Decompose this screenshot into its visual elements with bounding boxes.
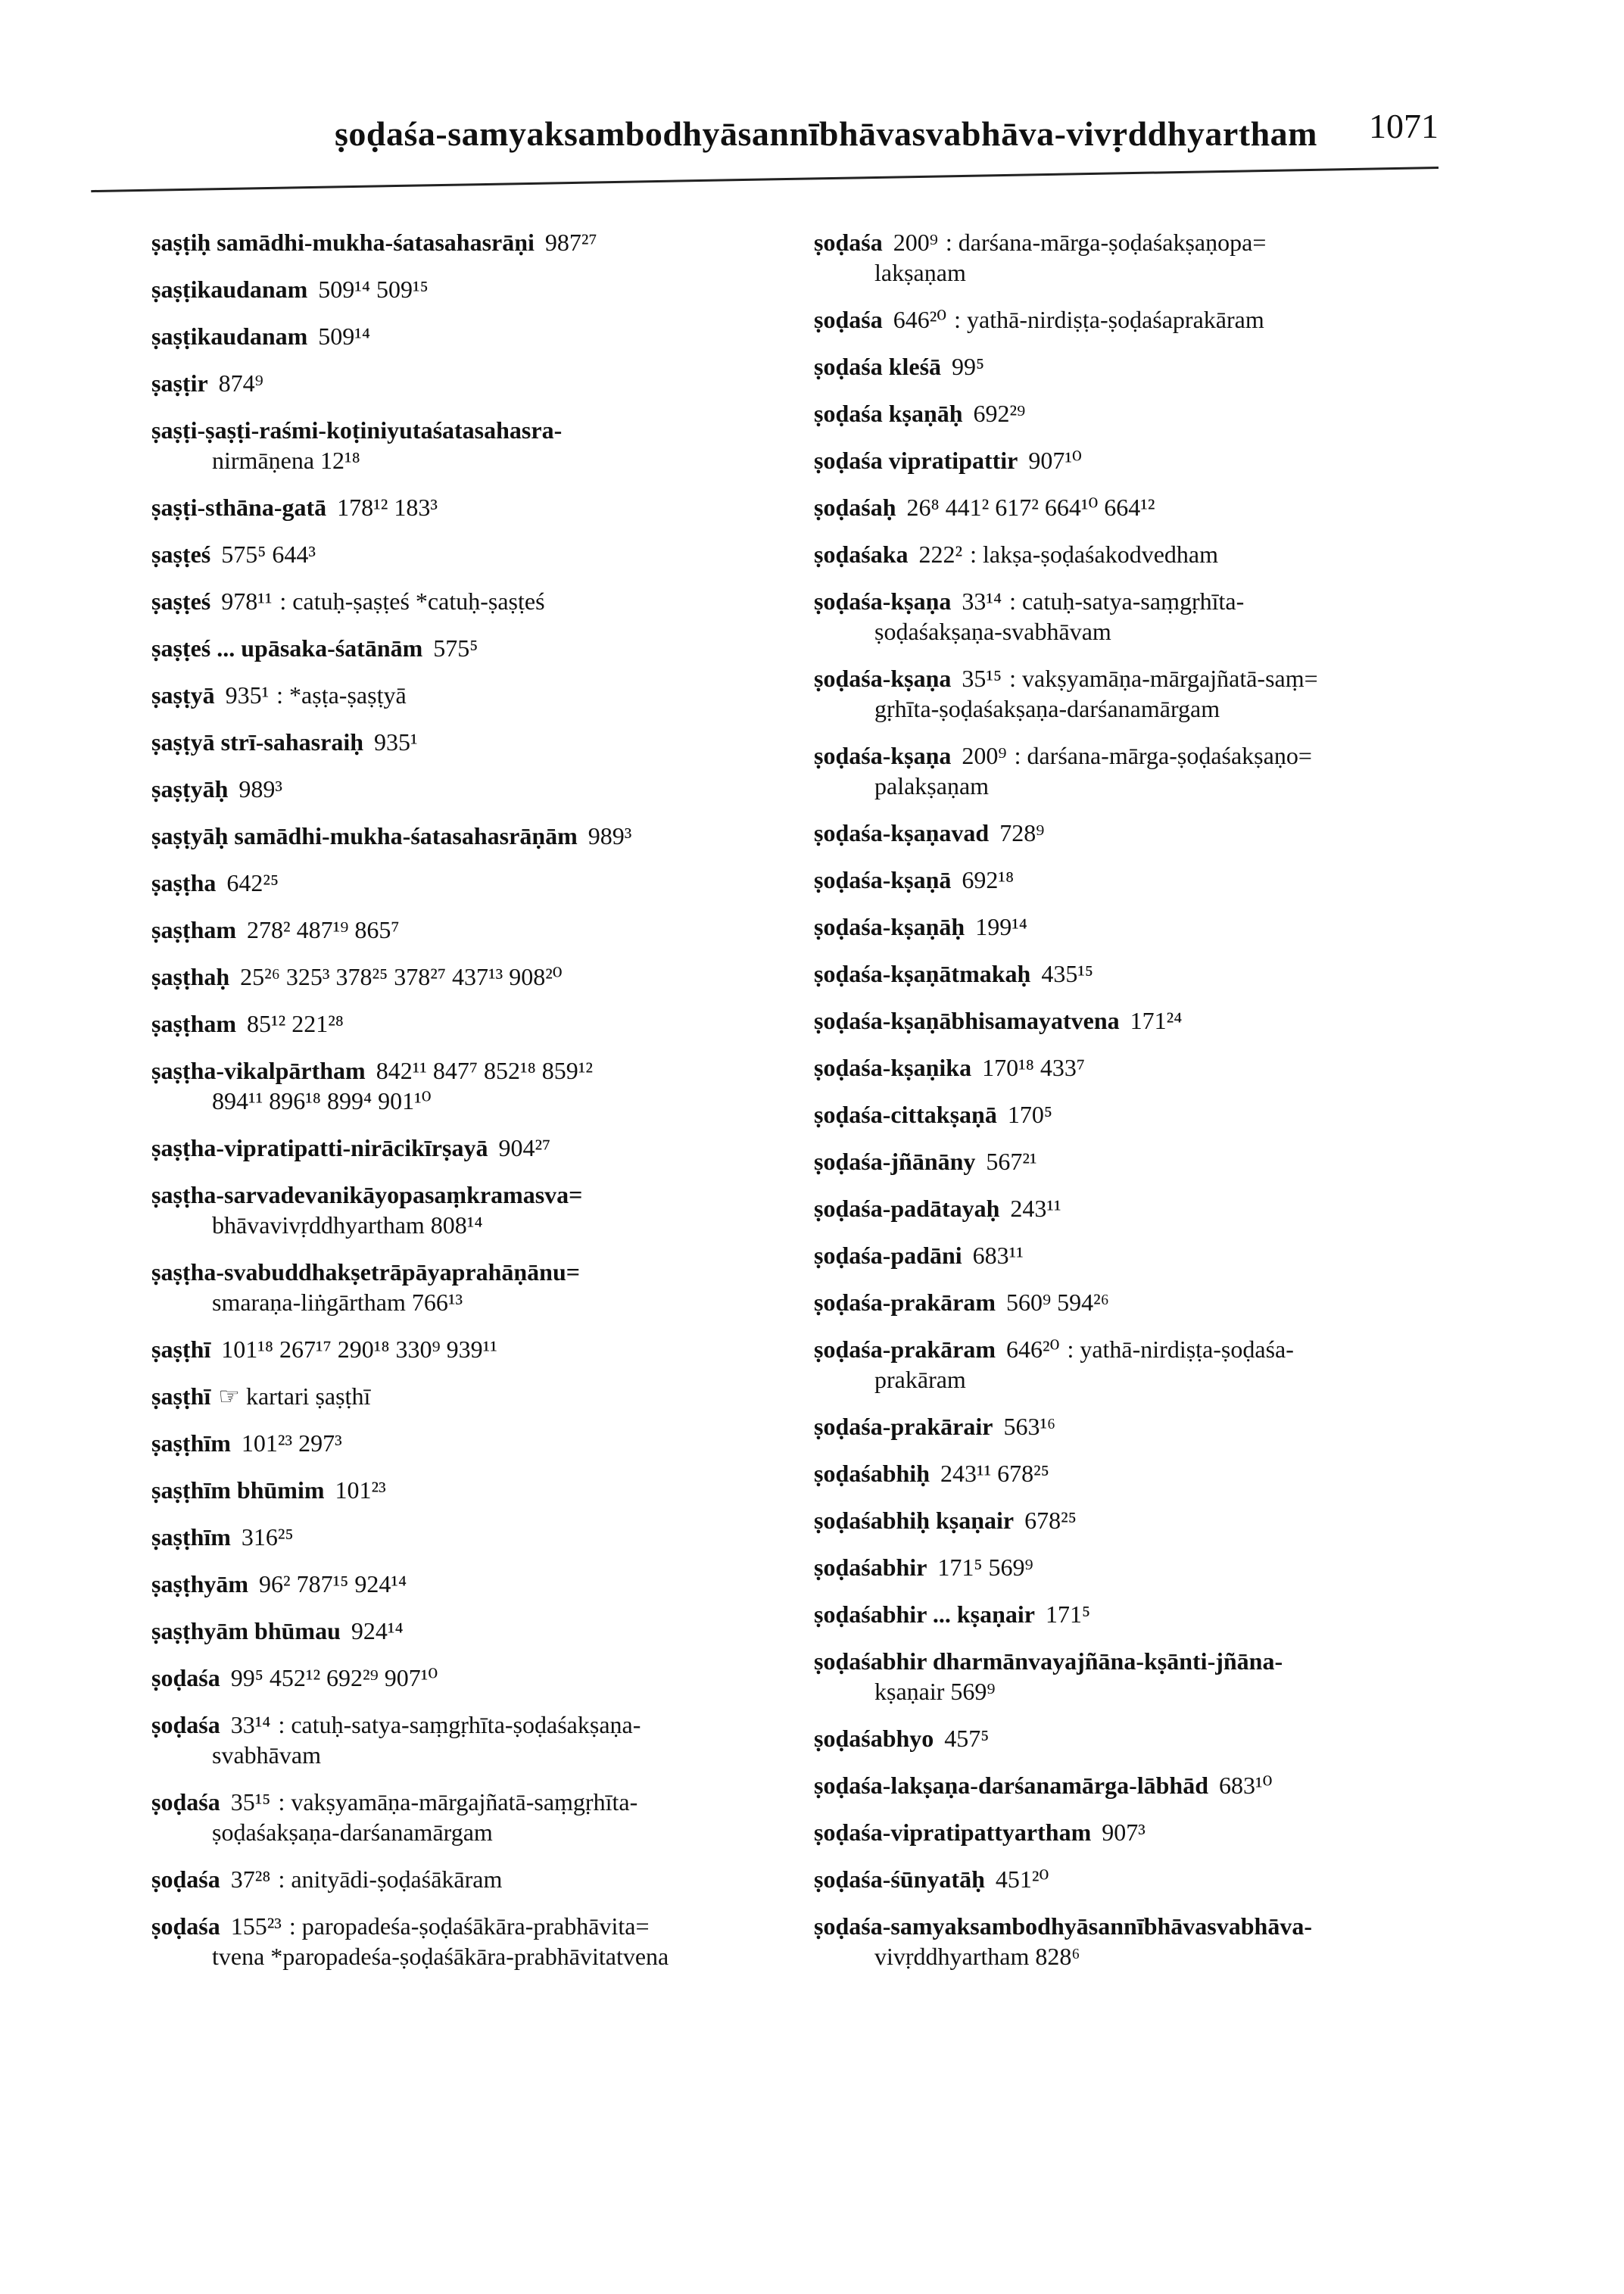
index-entry xyxy=(814,1599,1495,1629)
entry-note: : paropadeśa-ṣoḍaśākāra-prabhāvita= xyxy=(288,1912,650,1940)
entry-term: ṣaṣṭi-ṣaṣṭi-raśmi-koṭiniyutaśatasahasra- xyxy=(151,416,563,444)
index-entry xyxy=(151,539,833,569)
index-entry xyxy=(151,1334,833,1364)
index-entry xyxy=(151,1055,833,1116)
index-entry xyxy=(151,1257,833,1317)
entry-locations: 509¹⁴ xyxy=(318,323,371,350)
entry-locations: 200⁹ xyxy=(962,742,1007,769)
index-entry xyxy=(814,492,1495,522)
index-entry xyxy=(151,1787,833,1847)
entry-term: ṣoḍaśa-jñānāny xyxy=(814,1148,976,1175)
entry-note: : darśana-mārga-ṣoḍaśakṣaṇopa= xyxy=(945,229,1267,256)
entry-locations: 99⁵ 452¹² 692²⁹ 907¹⁰ xyxy=(230,1664,438,1691)
index-entry xyxy=(151,915,833,945)
entry-term: ṣoḍaśabhiḥ kṣaṇair xyxy=(814,1507,1015,1534)
index-entry xyxy=(814,1817,1495,1847)
index-entry xyxy=(151,962,833,992)
entry-term: ṣoḍaśa kṣaṇāḥ xyxy=(814,400,963,427)
entry-term: ṣaṣṭham xyxy=(151,1010,237,1037)
index-entry xyxy=(814,1287,1495,1317)
index-entry xyxy=(151,680,833,710)
index-entry xyxy=(151,1133,833,1163)
entry-term: ṣoḍaśa-kṣaṇavad xyxy=(814,819,990,846)
index-entry xyxy=(151,1710,833,1770)
running-title: ṣoḍaśa-samyaksambodhyāsannībhāvasvabhāva-vivṛddhyartham xyxy=(335,114,1317,153)
entry-locations: 155²³ xyxy=(230,1912,282,1940)
entry-note: ☞ kartari ṣaṣṭhī xyxy=(218,1382,371,1410)
entry-term: ṣaṣṭyā xyxy=(151,681,215,709)
index-entry xyxy=(814,1911,1495,1971)
entry-term: ṣoḍaśa-kṣaṇa xyxy=(814,665,952,692)
entry-locations: 171⁵ 569⁹ xyxy=(937,1554,1033,1581)
entry-term: ṣoḍaśa-kṣaṇā xyxy=(814,866,952,893)
entry-term: ṣoḍaśa xyxy=(151,1912,220,1940)
entry-continuation: smaraṇa-liṅgārtham 766¹³ xyxy=(212,1289,463,1316)
entry-locations: 457⁵ xyxy=(944,1725,990,1752)
entry-continuation: prakāram xyxy=(874,1366,966,1393)
page-header xyxy=(91,98,1439,197)
entry-term: ṣoḍaśa-vipratipattyartham xyxy=(814,1819,1092,1846)
entry-locations: 728⁹ xyxy=(999,819,1045,846)
entry-locations: 170⁵ xyxy=(1007,1101,1052,1128)
entry-term: ṣaṣṭha-vipratipatti-nirācikīrṣayā xyxy=(151,1134,488,1161)
entry-locations: 171²⁴ xyxy=(1130,1007,1183,1034)
entry-term: ṣaṣṭha xyxy=(151,869,217,896)
entry-locations: 989³ xyxy=(588,822,632,849)
index-entry xyxy=(814,865,1495,895)
entry-term: ṣoḍaśa xyxy=(151,1788,220,1816)
entry-locations: 178¹² 183³ xyxy=(337,494,438,521)
index-entry xyxy=(814,1240,1495,1270)
index-entry xyxy=(814,304,1495,335)
index-entry xyxy=(814,1193,1495,1223)
entry-term: ṣoḍaśa-kṣaṇa xyxy=(814,588,952,615)
index-entry xyxy=(151,1428,833,1458)
index-column-left xyxy=(151,227,833,1988)
index-entry xyxy=(151,1180,833,1240)
index-entry xyxy=(814,818,1495,848)
entry-note: : yathā-nirdiṣṭa-ṣoḍaśaprakāram xyxy=(954,306,1264,333)
index-entry xyxy=(814,1552,1495,1582)
entry-term: ṣoḍaśabhir dharmānvayajñāna-kṣānti-jñāna- xyxy=(814,1647,1283,1675)
entry-term: ṣoḍaśa-kṣaṇika xyxy=(814,1054,972,1081)
index-entry xyxy=(814,740,1495,801)
index-entry xyxy=(151,1522,833,1552)
entry-term: ṣoḍaśabhir ... kṣaṇair xyxy=(814,1601,1035,1628)
entry-locations: 316²⁵ xyxy=(241,1523,294,1551)
entry-note: : yathā-nirdiṣṭa-ṣoḍaśa- xyxy=(1067,1336,1294,1363)
index-entry xyxy=(814,663,1495,724)
entry-locations: 243¹¹ 678²⁵ xyxy=(940,1460,1049,1487)
index-entry xyxy=(151,821,833,851)
index-entry xyxy=(814,539,1495,569)
entry-locations: 170¹⁸ 433⁷ xyxy=(982,1054,1085,1081)
entry-term: ṣoḍaśa-lakṣaṇa-darśanamārga-lābhād xyxy=(814,1772,1208,1799)
entry-continuation: svabhāvam xyxy=(212,1741,321,1769)
entry-term: ṣoḍaśa-kṣaṇa xyxy=(814,742,952,769)
entry-term: ṣaṣṭeś ... upāsaka-śatānām xyxy=(151,634,423,662)
index-entry xyxy=(814,958,1495,989)
index-entry xyxy=(151,868,833,898)
entry-locations: 35¹⁵ xyxy=(230,1788,271,1816)
entry-locations: 101²³ xyxy=(335,1476,386,1504)
entry-locations: 646²⁰ xyxy=(893,306,947,333)
entry-locations: 101¹⁸ 267¹⁷ 290¹⁸ 330⁹ 939¹¹ xyxy=(221,1336,497,1363)
entry-locations: 37²⁸ xyxy=(230,1865,271,1893)
entry-term: ṣaṣṭyā strī-sahasraiḥ xyxy=(151,728,364,756)
entry-term: ṣoḍaśa-samyaksambodhyāsannībhāvasvabhāva- xyxy=(814,1912,1312,1940)
entry-note: : catuḥ-satya-saṃgṛhīta- xyxy=(1009,588,1245,615)
entry-locations: 171⁵ xyxy=(1045,1601,1091,1628)
entry-term: ṣaṣṭi-sthāna-gatā xyxy=(151,494,327,521)
entry-term: ṣoḍaśa-cittakṣaṇā xyxy=(814,1101,997,1128)
entry-term: ṣaṣṭeś xyxy=(151,541,211,568)
entry-locations: 907¹⁰ xyxy=(1028,447,1082,474)
index-column-right xyxy=(814,227,1495,1988)
index-entry xyxy=(151,1911,833,1971)
index-entry xyxy=(814,912,1495,942)
entry-locations: 692¹⁸ xyxy=(962,866,1015,893)
index-entry xyxy=(814,398,1495,429)
index-entry xyxy=(814,1770,1495,1800)
entry-term: ṣoḍaśa xyxy=(814,229,883,256)
index-entry xyxy=(814,1864,1495,1894)
entry-term: ṣaṣṭhaḥ xyxy=(151,963,230,990)
entry-term: ṣoḍaśa xyxy=(814,306,883,333)
entry-continuation: nirmāṇena 12¹⁸ xyxy=(212,447,360,474)
entry-locations: 904²⁷ xyxy=(498,1134,551,1161)
index-entry xyxy=(814,1334,1495,1395)
entry-locations: 646²⁰ xyxy=(1006,1336,1060,1363)
entry-continuation: 894¹¹ 896¹⁸ 899⁴ 901¹⁰ xyxy=(212,1087,432,1114)
entry-locations: 683¹¹ xyxy=(972,1242,1024,1269)
entry-locations: 563¹⁶ xyxy=(1003,1413,1056,1440)
entry-locations: 924¹⁴ xyxy=(351,1617,404,1644)
entry-locations: 85¹² 221²⁸ xyxy=(247,1010,344,1037)
entry-term: ṣaṣṭhīm xyxy=(151,1429,231,1457)
index-entry xyxy=(814,1505,1495,1535)
index-entry xyxy=(814,1052,1495,1083)
entry-term: ṣoḍaśa-prakāram xyxy=(814,1289,996,1316)
index-entry xyxy=(151,274,833,304)
entry-term: ṣaṣṭikaudanam xyxy=(151,276,308,303)
entry-locations: 33¹⁴ xyxy=(962,588,1002,615)
entry-locations: 101²³ 297³ xyxy=(241,1429,342,1457)
entry-note: : anityādi-ṣoḍaśākāram xyxy=(278,1865,503,1893)
header-rule xyxy=(91,167,1439,192)
entry-locations: 435¹⁵ xyxy=(1041,960,1094,987)
entry-term: ṣaṣṭha-sarvadevanikāyopasaṃkramasva= xyxy=(151,1181,583,1208)
entry-term: ṣaṣṭhyām bhūmau xyxy=(151,1617,341,1644)
entry-locations: 560⁹ 594²⁶ xyxy=(1006,1289,1109,1316)
entry-continuation: tvena *paropadeśa-ṣoḍaśākāra-prabhāvitatvena xyxy=(212,1943,669,1970)
entry-term: ṣaṣṭeś xyxy=(151,588,211,615)
entry-locations: 33¹⁴ xyxy=(230,1711,271,1738)
entry-term: ṣaṣṭhīm xyxy=(151,1523,231,1551)
index-entry xyxy=(814,1411,1495,1442)
index-entry xyxy=(814,586,1495,647)
entry-continuation: kṣaṇair 569⁹ xyxy=(874,1678,996,1705)
entry-term: ṣoḍaśaḥ xyxy=(814,494,896,521)
entry-locations: 200⁹ xyxy=(893,229,938,256)
index-entry xyxy=(151,633,833,663)
entry-locations: 978¹¹ xyxy=(221,588,273,615)
entry-continuation: bhāvavivṛddhyartham 808¹⁴ xyxy=(212,1211,483,1239)
entry-term: ṣoḍaśa-prakārair xyxy=(814,1413,993,1440)
index-entry xyxy=(814,1005,1495,1036)
entry-term: ṣaṣṭhī xyxy=(151,1336,211,1363)
entry-continuation: ṣoḍaśakṣaṇa-svabhāvam xyxy=(874,618,1111,645)
entry-term: ṣoḍaśa xyxy=(151,1711,220,1738)
entry-term: ṣaṣṭir xyxy=(151,369,208,397)
entry-term: ṣaṣṭhīm bhūmim xyxy=(151,1476,325,1504)
page-number: 1071 xyxy=(1369,107,1439,145)
entry-note: : darśana-mārga-ṣoḍaśakṣaṇo= xyxy=(1014,742,1312,769)
entry-continuation: vivṛddhyartham 828⁶ xyxy=(874,1943,1080,1970)
entry-locations: 509¹⁴ 509¹⁵ xyxy=(318,276,429,303)
index-entry xyxy=(151,774,833,804)
index-entry xyxy=(151,586,833,616)
index-entry xyxy=(814,227,1495,288)
entry-term: ṣoḍaśa-padātayaḥ xyxy=(814,1195,1000,1222)
entry-term: ṣoḍaśaka xyxy=(814,541,909,568)
entry-term: ṣaṣṭikaudanam xyxy=(151,323,308,350)
entry-continuation: lakṣaṇam xyxy=(874,259,966,286)
entry-locations: 199¹⁴ xyxy=(975,913,1027,940)
entry-locations: 451²⁰ xyxy=(995,1865,1049,1893)
entry-locations: 987²⁷ xyxy=(544,229,597,256)
index-entry xyxy=(151,1008,833,1039)
entry-locations: 575⁵ xyxy=(433,634,478,662)
entry-locations: 907³ xyxy=(1102,1819,1146,1846)
entry-note: : catuḥ-satya-saṃgṛhīta-ṣoḍaśakṣaṇa- xyxy=(278,1711,641,1738)
entry-term: ṣoḍaśabhir xyxy=(814,1554,927,1581)
entry-term: ṣoḍaśa-śūnyatāḥ xyxy=(814,1865,985,1893)
index-entry xyxy=(151,368,833,398)
index-entry xyxy=(151,227,833,257)
index-entry xyxy=(151,1475,833,1505)
index-entry xyxy=(151,1569,833,1599)
entry-term: ṣoḍaśa-prakāram xyxy=(814,1336,996,1363)
index-entry xyxy=(151,1381,833,1411)
index-entry xyxy=(151,1864,833,1894)
entry-continuation: palakṣaṇam xyxy=(874,772,990,799)
entry-term: ṣoḍaśa-kṣaṇāḥ xyxy=(814,913,965,940)
entry-locations: 683¹⁰ xyxy=(1219,1772,1273,1799)
entry-term: ṣoḍaśa vipratipattir xyxy=(814,447,1018,474)
entry-term: ṣaṣṭhyām xyxy=(151,1570,249,1597)
index-entry xyxy=(151,1616,833,1646)
index-entry xyxy=(814,1099,1495,1130)
entry-term: ṣoḍaśa kleśā xyxy=(814,353,942,380)
entry-term: ṣoḍaśa-kṣaṇābhisamayatvena xyxy=(814,1007,1120,1034)
entry-locations: 575⁵ 644³ xyxy=(221,541,316,568)
entry-term: ṣaṣṭham xyxy=(151,916,237,943)
entry-locations: 26⁸ 441² 617² 664¹⁰ 664¹² xyxy=(906,494,1155,521)
entry-note: : catuḥ-ṣaṣṭeś *catuḥ-ṣaṣṭeś xyxy=(279,588,545,615)
entry-locations: 692²⁹ xyxy=(973,400,1026,427)
entry-term: ṣaṣṭha-svabuddhakṣetrāpāyaprahāṇānu= xyxy=(151,1258,580,1286)
entry-term: ṣoḍaśabhiḥ xyxy=(814,1460,930,1487)
index-entry xyxy=(814,351,1495,382)
entry-term: ṣoḍaśa-padāni xyxy=(814,1242,962,1269)
entry-term: ṣaṣṭyāḥ samādhi-mukha-śatasahasrāṇām xyxy=(151,822,578,849)
entry-term: ṣoḍaśa xyxy=(151,1664,220,1691)
entry-note: : *aṣṭa-ṣaṣṭyā xyxy=(276,681,407,709)
entry-locations: 678²⁵ xyxy=(1024,1507,1077,1534)
entry-locations: 842¹¹ 847⁷ 852¹⁸ 859¹² xyxy=(376,1057,593,1084)
entry-locations: 222² xyxy=(918,541,963,568)
entry-note: : vakṣyamāṇa-mārgajñatā-saṃ= xyxy=(1009,665,1318,692)
entry-locations: 874⁹ xyxy=(218,369,263,397)
entry-term: ṣaṣṭhī xyxy=(151,1382,211,1410)
entry-locations: 278² 487¹⁹ 865⁷ xyxy=(247,916,400,943)
entry-locations: 99⁵ xyxy=(952,353,985,380)
entry-continuation: ṣoḍaśakṣaṇa-darśanamārgam xyxy=(212,1819,493,1846)
entry-locations: 935¹ xyxy=(374,728,418,756)
index-entry xyxy=(151,1663,833,1693)
index-entry xyxy=(151,727,833,757)
entry-locations: 935¹ xyxy=(225,681,270,709)
entry-locations: 35¹⁵ xyxy=(962,665,1002,692)
entry-locations: 25²⁶ 325³ 378²⁵ 378²⁷ 437¹³ 908²⁰ xyxy=(240,963,563,990)
index-entry xyxy=(151,492,833,522)
entry-term: ṣaṣṭiḥ samādhi-mukha-śatasahasrāṇi xyxy=(151,229,535,256)
entry-term: ṣoḍaśa xyxy=(151,1865,220,1893)
index-entry xyxy=(814,1458,1495,1488)
entry-note: : lakṣa-ṣoḍaśakodvedham xyxy=(970,541,1218,568)
entry-note: : vakṣyamāṇa-mārgajñatā-saṃgṛhīta- xyxy=(278,1788,638,1816)
entry-term: ṣoḍaśa-kṣaṇātmakaḥ xyxy=(814,960,1031,987)
entry-locations: 989³ xyxy=(238,775,282,803)
entry-locations: 567²¹ xyxy=(986,1148,1037,1175)
index-entry xyxy=(814,1646,1495,1706)
index-entry xyxy=(814,445,1495,475)
entry-locations: 243¹¹ xyxy=(1010,1195,1061,1222)
entry-term: ṣaṣṭha-vikalpārtham xyxy=(151,1057,366,1084)
entry-continuation: gṛhīta-ṣoḍaśakṣaṇa-darśanamārgam xyxy=(874,695,1220,722)
index-entry xyxy=(814,1723,1495,1753)
index-entry xyxy=(814,1146,1495,1177)
entry-term: ṣaṣṭyāḥ xyxy=(151,775,229,803)
entry-locations: 96² 787¹⁵ 924¹⁴ xyxy=(259,1570,407,1597)
entry-locations: 642²⁵ xyxy=(226,869,279,896)
index-entry xyxy=(151,415,833,475)
entry-term: ṣoḍaśabhyo xyxy=(814,1725,934,1752)
index-entry xyxy=(151,321,833,351)
